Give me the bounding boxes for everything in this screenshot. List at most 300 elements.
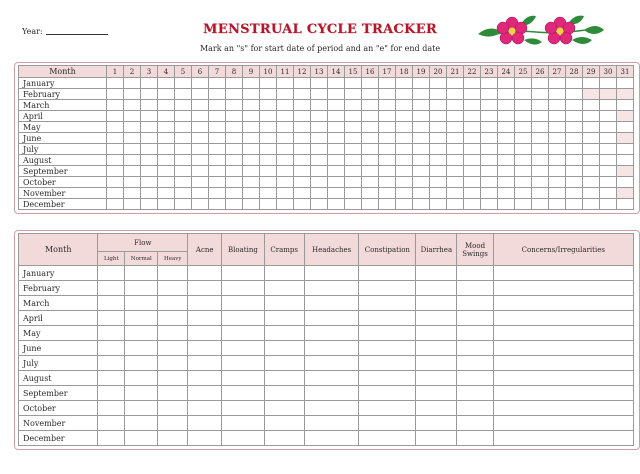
day-cell[interactable] [430,133,447,144]
symptom-cell[interactable] [188,401,222,416]
day-cell[interactable] [362,122,379,133]
day-cell[interactable] [566,78,583,89]
symptom-cell[interactable] [222,431,264,446]
day-cell[interactable] [413,155,430,166]
symptom-cell[interactable] [188,386,222,401]
symptom-cell[interactable] [304,311,359,326]
day-cell[interactable] [362,78,379,89]
day-cell[interactable] [549,100,566,111]
day-cell[interactable] [294,133,311,144]
symptom-cell[interactable] [457,356,493,371]
day-cell[interactable] [362,144,379,155]
symptom-cell[interactable] [457,296,493,311]
day-cell[interactable] [141,89,158,100]
symptom-cell[interactable] [158,356,188,371]
day-cell[interactable] [600,177,617,188]
day-cell[interactable] [464,177,481,188]
day-cell[interactable] [396,100,413,111]
symptom-cell[interactable] [125,401,158,416]
day-cell[interactable] [549,78,566,89]
day-cell[interactable] [549,177,566,188]
symptom-cell[interactable] [416,401,457,416]
symptom-cell[interactable] [493,311,633,326]
day-cell[interactable] [311,100,328,111]
day-cell[interactable] [617,78,634,89]
day-cell[interactable] [192,133,209,144]
symptom-cell[interactable] [457,281,493,296]
day-cell[interactable] [158,111,175,122]
day-cell[interactable] [243,89,260,100]
day-cell[interactable] [141,188,158,199]
day-cell[interactable] [294,78,311,89]
day-cell[interactable] [209,177,226,188]
day-cell[interactable] [345,199,362,210]
day-cell[interactable] [107,144,124,155]
day-cell[interactable] [141,100,158,111]
day-cell[interactable] [260,155,277,166]
day-cell[interactable] [328,100,345,111]
day-cell[interactable] [175,111,192,122]
symptom-cell[interactable] [457,401,493,416]
day-cell[interactable] [396,144,413,155]
day-cell[interactable] [430,89,447,100]
day-cell[interactable] [617,122,634,133]
day-cell[interactable] [345,166,362,177]
day-cell[interactable] [498,133,515,144]
symptom-cell[interactable] [359,416,416,431]
day-cell[interactable] [413,133,430,144]
day-cell[interactable] [243,100,260,111]
day-cell[interactable] [447,100,464,111]
symptom-cell[interactable] [416,371,457,386]
day-cell[interactable] [396,155,413,166]
day-cell[interactable] [192,155,209,166]
day-cell[interactable] [328,166,345,177]
day-cell[interactable] [277,177,294,188]
symptom-cell[interactable] [493,356,633,371]
day-cell[interactable] [141,78,158,89]
symptom-cell[interactable] [416,281,457,296]
symptom-cell[interactable] [188,356,222,371]
day-cell[interactable] [583,100,600,111]
day-cell[interactable] [192,89,209,100]
day-cell[interactable] [192,199,209,210]
symptom-cell[interactable] [457,326,493,341]
symptom-cell[interactable] [359,296,416,311]
day-cell[interactable] [583,144,600,155]
day-cell[interactable] [396,177,413,188]
symptom-cell[interactable] [125,326,158,341]
day-cell[interactable] [583,177,600,188]
day-cell[interactable] [311,199,328,210]
symptom-cell[interactable] [457,371,493,386]
day-cell[interactable] [566,188,583,199]
day-cell[interactable] [566,100,583,111]
day-cell[interactable] [345,188,362,199]
day-cell[interactable] [566,111,583,122]
day-cell[interactable] [379,166,396,177]
day-cell[interactable] [141,177,158,188]
day-cell[interactable] [566,155,583,166]
day-cell[interactable] [192,78,209,89]
day-cell[interactable] [311,155,328,166]
day-cell[interactable] [328,177,345,188]
day-cell[interactable] [566,89,583,100]
day-cell[interactable] [617,155,634,166]
day-cell[interactable] [175,144,192,155]
day-cell[interactable] [243,199,260,210]
day-cell[interactable] [447,111,464,122]
symptom-cell[interactable] [125,341,158,356]
symptom-cell[interactable] [457,341,493,356]
day-cell[interactable] [175,89,192,100]
day-cell[interactable] [430,144,447,155]
symptom-cell[interactable] [416,266,457,281]
day-cell[interactable] [379,177,396,188]
day-cell[interactable] [583,188,600,199]
symptom-cell[interactable] [416,311,457,326]
symptom-cell[interactable] [264,386,304,401]
day-cell[interactable] [464,199,481,210]
day-cell[interactable] [328,111,345,122]
symptom-cell[interactable] [158,431,188,446]
day-cell[interactable] [396,199,413,210]
day-cell[interactable] [515,144,532,155]
symptom-cell[interactable] [98,431,125,446]
day-cell[interactable] [532,166,549,177]
day-cell[interactable] [124,89,141,100]
day-cell[interactable] [192,122,209,133]
symptom-cell[interactable] [359,401,416,416]
day-cell[interactable] [413,78,430,89]
symptom-cell[interactable] [98,386,125,401]
symptom-cell[interactable] [264,326,304,341]
day-cell[interactable] [158,100,175,111]
day-cell[interactable] [124,199,141,210]
symptom-cell[interactable] [457,266,493,281]
day-cell[interactable] [277,144,294,155]
day-cell[interactable] [328,78,345,89]
day-cell[interactable] [515,89,532,100]
day-cell[interactable] [481,177,498,188]
day-cell[interactable] [362,166,379,177]
day-cell[interactable] [311,133,328,144]
day-cell[interactable] [260,111,277,122]
day-cell[interactable] [260,177,277,188]
day-cell[interactable] [345,111,362,122]
day-cell[interactable] [260,100,277,111]
symptom-cell[interactable] [158,296,188,311]
day-cell[interactable] [447,155,464,166]
day-cell[interactable] [209,89,226,100]
day-cell[interactable] [481,89,498,100]
symptom-cell[interactable] [304,326,359,341]
day-cell[interactable] [243,111,260,122]
day-cell[interactable] [328,188,345,199]
day-cell[interactable] [600,199,617,210]
day-cell[interactable] [294,111,311,122]
day-cell[interactable] [481,155,498,166]
day-cell[interactable] [600,166,617,177]
symptom-cell[interactable] [304,386,359,401]
day-cell[interactable] [209,144,226,155]
symptom-cell[interactable] [416,431,457,446]
day-cell[interactable] [107,133,124,144]
symptom-cell[interactable] [158,416,188,431]
day-cell[interactable] [260,89,277,100]
day-cell[interactable] [260,78,277,89]
day-cell[interactable] [243,155,260,166]
day-cell[interactable] [141,133,158,144]
day-cell[interactable] [481,78,498,89]
symptom-cell[interactable] [98,371,125,386]
day-cell[interactable] [532,155,549,166]
day-cell[interactable] [260,166,277,177]
day-cell[interactable] [294,144,311,155]
day-cell[interactable] [447,78,464,89]
symptom-cell[interactable] [457,431,493,446]
day-cell[interactable] [192,188,209,199]
day-cell[interactable] [379,199,396,210]
day-cell[interactable] [413,100,430,111]
day-cell[interactable] [362,133,379,144]
day-cell[interactable] [498,155,515,166]
day-cell[interactable] [277,188,294,199]
day-cell[interactable] [430,199,447,210]
day-cell[interactable] [498,177,515,188]
day-cell[interactable] [549,166,566,177]
day-cell[interactable] [379,188,396,199]
day-cell[interactable] [515,199,532,210]
day-cell[interactable] [294,89,311,100]
symptom-cell[interactable] [158,311,188,326]
symptom-cell[interactable] [493,371,633,386]
day-cell[interactable] [175,133,192,144]
day-cell[interactable] [209,78,226,89]
day-cell[interactable] [396,111,413,122]
day-cell[interactable] [464,100,481,111]
symptom-cell[interactable] [359,311,416,326]
day-cell[interactable] [328,144,345,155]
day-cell[interactable] [243,188,260,199]
day-cell[interactable] [243,166,260,177]
day-cell[interactable] [396,78,413,89]
day-cell[interactable] [311,89,328,100]
day-cell[interactable] [481,111,498,122]
day-cell[interactable] [158,199,175,210]
day-cell[interactable] [532,144,549,155]
symptom-cell[interactable] [264,341,304,356]
symptom-cell[interactable] [264,431,304,446]
day-cell[interactable] [617,100,634,111]
symptom-cell[interactable] [304,281,359,296]
day-cell[interactable] [549,188,566,199]
symptom-cell[interactable] [304,341,359,356]
day-cell[interactable] [107,89,124,100]
day-cell[interactable] [141,144,158,155]
day-cell[interactable] [566,144,583,155]
symptom-cell[interactable] [222,281,264,296]
day-cell[interactable] [277,89,294,100]
day-cell[interactable] [447,144,464,155]
day-cell[interactable] [515,177,532,188]
symptom-cell[interactable] [416,416,457,431]
day-cell[interactable] [328,122,345,133]
day-cell[interactable] [549,155,566,166]
day-cell[interactable] [345,122,362,133]
day-cell[interactable] [362,89,379,100]
day-cell[interactable] [430,111,447,122]
day-cell[interactable] [362,155,379,166]
symptom-cell[interactable] [359,326,416,341]
day-cell[interactable] [124,78,141,89]
day-cell[interactable] [583,78,600,89]
day-cell[interactable] [464,122,481,133]
symptom-cell[interactable] [493,326,633,341]
day-cell[interactable] [566,122,583,133]
symptom-cell[interactable] [222,401,264,416]
day-cell[interactable] [379,144,396,155]
day-cell[interactable] [600,133,617,144]
day-cell[interactable] [498,78,515,89]
day-cell[interactable] [481,100,498,111]
day-cell[interactable] [345,144,362,155]
day-cell[interactable] [549,111,566,122]
day-cell[interactable] [430,155,447,166]
day-cell[interactable] [192,177,209,188]
day-cell[interactable] [260,144,277,155]
day-cell[interactable] [345,78,362,89]
day-cell[interactable] [328,199,345,210]
day-cell[interactable] [124,177,141,188]
symptom-cell[interactable] [493,266,633,281]
day-cell[interactable] [311,78,328,89]
day-cell[interactable] [209,155,226,166]
day-cell[interactable] [209,122,226,133]
day-cell[interactable] [481,122,498,133]
day-cell[interactable] [600,100,617,111]
day-cell[interactable] [277,166,294,177]
day-cell[interactable] [464,155,481,166]
symptom-cell[interactable] [493,401,633,416]
day-cell[interactable] [566,199,583,210]
day-cell[interactable] [124,155,141,166]
day-cell[interactable] [277,199,294,210]
day-cell[interactable] [311,177,328,188]
symptom-cell[interactable] [359,341,416,356]
day-cell[interactable] [498,111,515,122]
day-cell[interactable] [226,199,243,210]
symptom-cell[interactable] [304,401,359,416]
day-cell[interactable] [345,100,362,111]
symptom-cell[interactable] [125,386,158,401]
day-cell[interactable] [447,122,464,133]
symptom-cell[interactable] [158,401,188,416]
day-cell[interactable] [294,122,311,133]
day-cell[interactable] [141,199,158,210]
day-cell[interactable] [481,144,498,155]
day-cell[interactable] [549,144,566,155]
day-cell[interactable] [107,155,124,166]
day-cell[interactable] [464,78,481,89]
day-cell[interactable] [277,100,294,111]
day-cell[interactable] [600,122,617,133]
day-cell[interactable] [226,188,243,199]
symptom-cell[interactable] [188,266,222,281]
day-cell[interactable] [447,199,464,210]
day-cell[interactable] [583,111,600,122]
day-cell[interactable] [464,188,481,199]
symptom-cell[interactable] [158,281,188,296]
day-cell[interactable] [498,166,515,177]
symptom-cell[interactable] [416,356,457,371]
symptom-cell[interactable] [264,266,304,281]
symptom-cell[interactable] [493,431,633,446]
day-cell[interactable] [515,166,532,177]
symptom-cell[interactable] [188,296,222,311]
day-cell[interactable] [413,166,430,177]
symptom-cell[interactable] [264,281,304,296]
day-cell[interactable] [328,155,345,166]
day-cell[interactable] [175,199,192,210]
day-cell[interactable] [158,144,175,155]
day-cell[interactable] [175,166,192,177]
day-cell[interactable] [158,166,175,177]
day-cell[interactable] [277,133,294,144]
symptom-cell[interactable] [264,401,304,416]
day-cell[interactable] [464,133,481,144]
day-cell[interactable] [566,133,583,144]
symptom-cell[interactable] [125,311,158,326]
symptom-cell[interactable] [158,341,188,356]
day-cell[interactable] [430,100,447,111]
day-cell[interactable] [107,177,124,188]
day-cell[interactable] [277,111,294,122]
day-cell[interactable] [447,177,464,188]
day-cell[interactable] [209,133,226,144]
day-cell[interactable] [209,166,226,177]
day-cell[interactable] [192,100,209,111]
day-cell[interactable] [617,199,634,210]
day-cell[interactable] [209,199,226,210]
symptom-cell[interactable] [188,416,222,431]
day-cell[interactable] [294,177,311,188]
symptom-cell[interactable] [125,296,158,311]
day-cell[interactable] [328,133,345,144]
day-cell[interactable] [345,155,362,166]
day-cell[interactable] [583,133,600,144]
day-cell[interactable] [243,78,260,89]
day-cell[interactable] [600,155,617,166]
symptom-cell[interactable] [359,356,416,371]
day-cell[interactable] [566,177,583,188]
symptom-cell[interactable] [125,356,158,371]
symptom-cell[interactable] [359,371,416,386]
day-cell[interactable] [600,188,617,199]
symptom-cell[interactable] [98,296,125,311]
day-cell[interactable] [107,199,124,210]
day-cell[interactable] [277,78,294,89]
symptom-cell[interactable] [416,326,457,341]
day-cell[interactable] [192,166,209,177]
symptom-cell[interactable] [98,401,125,416]
day-cell[interactable] [124,111,141,122]
day-cell[interactable] [498,89,515,100]
day-cell[interactable] [430,122,447,133]
symptom-cell[interactable] [304,356,359,371]
day-cell[interactable] [413,122,430,133]
symptom-cell[interactable] [125,266,158,281]
